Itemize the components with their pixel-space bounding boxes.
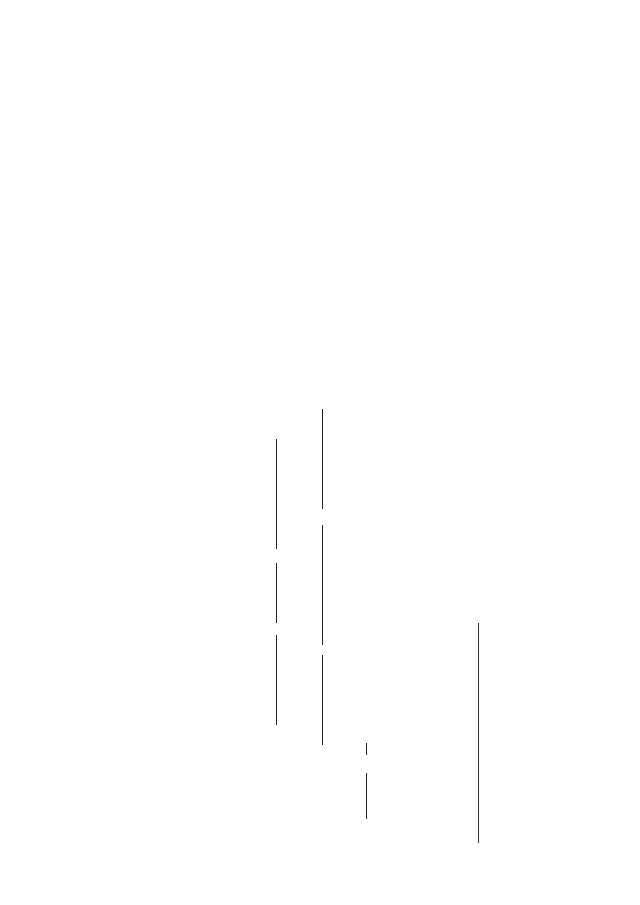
decoding-line	[276, 439, 277, 549]
phone-line	[322, 409, 323, 509]
date-year-line	[366, 743, 367, 755]
date-month-line	[366, 773, 367, 819]
signature-line	[276, 563, 277, 623]
executor-name-line	[322, 525, 323, 645]
position-line	[276, 635, 277, 725]
footnote-separator	[478, 623, 479, 843]
executor-position-line	[322, 655, 323, 745]
